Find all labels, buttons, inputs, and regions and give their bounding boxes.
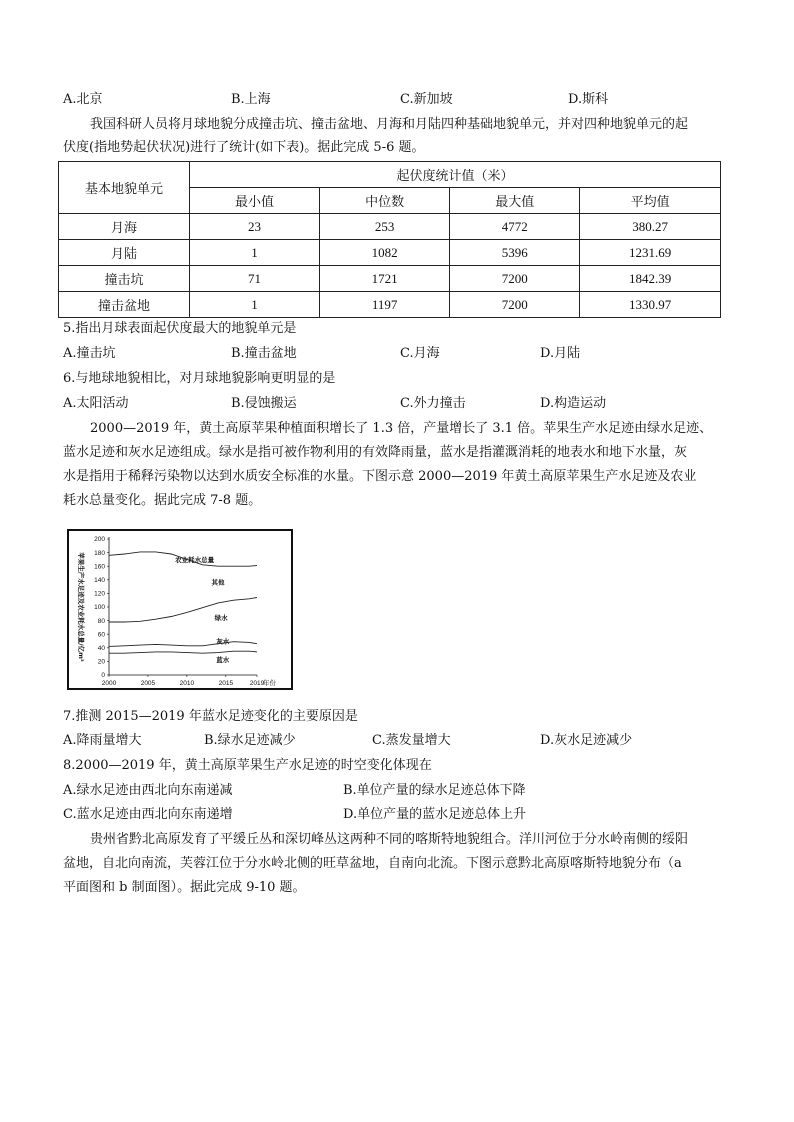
table-header-group: 起伏度统计值（米）	[190, 162, 721, 188]
table-row	[59, 214, 721, 240]
table-row	[59, 266, 721, 292]
table-col-max: 最大值	[450, 188, 580, 214]
x-axis-label: 年份	[263, 680, 276, 687]
x-tick-label: 2010	[179, 680, 195, 687]
y-tick-label: 0	[101, 672, 105, 680]
table-cell: 23	[190, 214, 320, 240]
q5-stem: 5.指出月球表面起伏度最大的地貌单元是	[63, 321, 297, 336]
q5-option-d: D.月陆	[540, 346, 581, 361]
q7-option-c: C.蒸发量增大	[372, 733, 451, 748]
table-row	[59, 240, 721, 266]
y-tick-label: 20	[97, 658, 105, 666]
q6-option-a: A.太阳活动	[63, 396, 129, 411]
table-header-landform: 基本地貌单元	[59, 162, 190, 214]
y-tick-label: 200	[94, 536, 105, 544]
q7-option-a: A.降雨量增大	[63, 733, 142, 748]
intro-7-8-line-4: 耗水总量变化。据此完成 7-8 题。	[63, 493, 262, 508]
table-cell: 1231.69	[580, 240, 721, 266]
table-cell: 月海	[59, 214, 190, 240]
q4-option-b: B.上海	[231, 92, 271, 107]
table-cell: 1197	[320, 292, 450, 318]
intro-9-10-line-3: 平面图和 b 制面图）。据此完成 9-10 题。	[63, 880, 306, 895]
q8-option-b: B.单位产量的绿水足迹总体下降	[343, 783, 526, 798]
q8-option-c: C.蓝水足迹由西北向东南递增	[63, 807, 233, 822]
chart-svg	[69, 531, 291, 688]
table-col-min: 最小值	[190, 188, 320, 214]
relief-table	[58, 161, 721, 318]
q8-stem: 8.2000—2019 年，黄土高原苹果生产水足迹的时空变化体现在	[63, 758, 432, 773]
table-cell: 4772	[450, 214, 580, 240]
series-label-1: 灰水	[216, 637, 230, 646]
x-tick-label: 2005	[140, 680, 156, 687]
q8-option-d: D.单位产量的蓝水足迹总体上升	[343, 807, 527, 822]
y-tick-label: 140	[94, 577, 105, 584]
table-cell: 1842.39	[580, 266, 721, 292]
intro-5-6-line-1: 我国科研人员将月球地貌分成撞击坑、撞击盆地、月海和月陆四种基础地貌单元，并对四种地貌单元的起	[90, 117, 689, 132]
y-tick-label: 40	[97, 645, 105, 652]
series-label-4: 农业耗水总量	[175, 556, 215, 565]
series-label-3: 其他	[211, 578, 225, 587]
q5-option-b: B.撞击盆地	[231, 346, 297, 361]
y-tick-label: 120	[94, 590, 105, 598]
q6-option-c: C.外力撞击	[400, 396, 466, 411]
y-tick-label: 180	[94, 549, 105, 557]
intro-9-10-line-1: 贵州省黔北高原发育了平缓丘丛和深切峰丛这两种不同的喀斯特地貌组合。洋川河位于分水岭南侧的绥阳	[90, 832, 689, 847]
y-tick-label: 100	[94, 604, 105, 612]
y-tick-label: 80	[97, 617, 105, 625]
q7-option-d: D.灰水足迹减少	[540, 733, 633, 748]
intro-7-8-line-1: 2000—2019 年，黄土高原苹果种植面积增长了 1.3 倍，产量增长了 3.1 倍。苹果生产水足迹由绿水足迹、	[90, 421, 713, 436]
table-cell: 7200	[450, 266, 580, 292]
table-cell: 撞击盆地	[59, 292, 190, 318]
intro-7-8-line-3: 水是指用于稀释污染物以达到水质安全标准的水量。下图示意 2000—2019 年黄土高原苹果生产水足迹及农业	[63, 469, 697, 484]
table-cell: 1330.97	[580, 292, 721, 318]
intro-7-8-line-2: 蓝水足迹和灰水足迹组成。绿水是指可被作物利用的有效降雨量，蓝水是指灌溉消耗的地表水和地下水量，灰	[63, 445, 688, 460]
table-cell: 71	[190, 266, 320, 292]
table-cell: 1	[190, 292, 320, 318]
table-cell: 1	[190, 240, 320, 266]
series-label-0: 蓝水	[216, 656, 230, 665]
q4-option-d: D.斯科	[568, 92, 609, 107]
q5-option-a: A.撞击坑	[63, 346, 116, 361]
table-cell: 380.27	[580, 214, 721, 240]
table-col-median: 中位数	[320, 188, 450, 214]
table-row	[59, 292, 721, 318]
y-tick-label: 160	[94, 563, 105, 571]
q5-option-c: C.月海	[400, 346, 440, 361]
table-cell: 撞击坑	[59, 266, 190, 292]
table-cell: 1082	[320, 240, 450, 266]
q4-option-a: A.北京	[63, 92, 103, 107]
x-tick-label: 2019	[249, 680, 265, 687]
series-label-2: 绿水	[214, 613, 228, 622]
y-tick-label: 60	[97, 631, 105, 639]
q6-option-b: B.侵蚀搬运	[231, 396, 297, 411]
q4-option-c: C.新加坡	[400, 92, 453, 107]
x-tick-label: 2000	[101, 680, 117, 687]
q6-stem: 6.与地球地貌相比，对月球地貌影响更明显的是	[63, 371, 336, 386]
table-cell: 1721	[320, 266, 450, 292]
table-cell: 253	[320, 214, 450, 240]
water-footprint-chart	[67, 529, 293, 690]
q8-option-a: A.绿水足迹由西北向东南递减	[63, 783, 233, 798]
intro-5-6-line-2: 伏度(指地势起伏状况)进行了统计(如下表)。据此完成 5-6 题。	[63, 140, 425, 155]
series-line-1	[109, 642, 257, 647]
table-cell: 7200	[450, 292, 580, 318]
q7-option-b: B.绿水足迹减少	[204, 733, 296, 748]
x-tick-label: 2015	[218, 680, 234, 687]
series-line-2	[109, 598, 257, 623]
table-col-mean: 平均值	[580, 188, 721, 214]
series-line-0	[109, 651, 257, 653]
table-cell: 5396	[450, 240, 580, 266]
q7-stem: 7.推测 2015—2019 年蓝水足迹变化的主要原因是	[63, 709, 358, 724]
table-cell: 月陆	[59, 240, 190, 266]
intro-9-10-line-2: 盆地，自北向南流，芙蓉江位于分水岭北侧的旺草盆地，自南向北流。下图示意黔北高原喀斯特地貌分布（a	[63, 856, 682, 871]
q6-option-d: D.构造运动	[540, 396, 607, 411]
y-axis-label: 苹果生产水足迹及农业耗水总量/亿m³	[77, 552, 85, 662]
